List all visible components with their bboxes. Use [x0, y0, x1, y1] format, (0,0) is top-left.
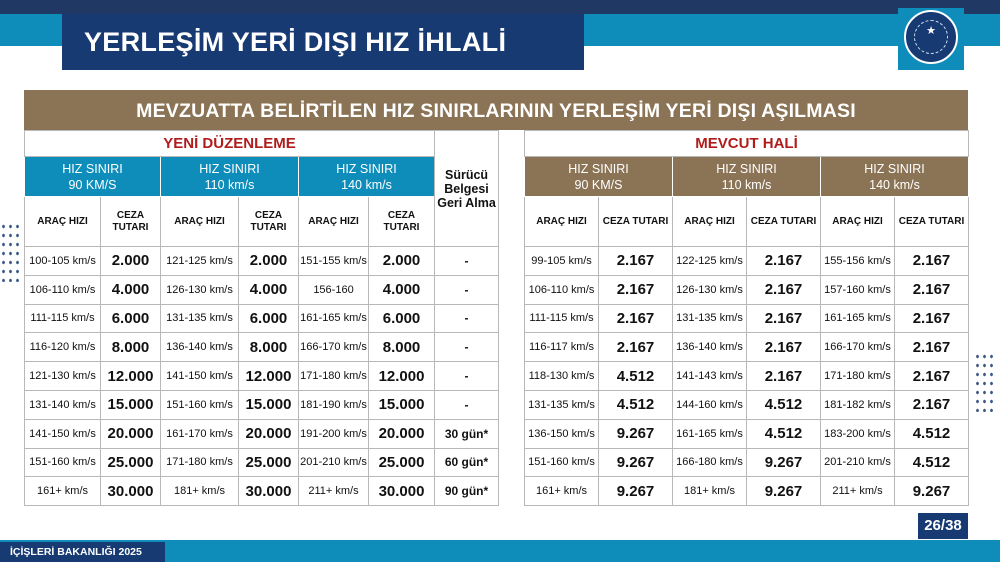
new-regulation-table: [24, 130, 499, 506]
current-state-title: MEVCUT HALİ: [525, 131, 969, 157]
table-row: [25, 275, 499, 304]
footer-ministry: İÇİŞLERİ BAKANLIĞI 2025: [10, 546, 142, 558]
current-state-table: [524, 130, 969, 506]
col-fine-amount: CEZA TUTARI: [747, 197, 821, 247]
speed-range-cell: 131-140 km/s: [25, 390, 101, 419]
speed-range-cell: 111-115 km/s: [525, 304, 599, 333]
fine-amount-cell: 2.167: [599, 247, 673, 276]
fine-amount-cell: 2.167: [895, 304, 969, 333]
license-return-cell: -: [435, 333, 499, 362]
speed-range-cell: 151-160 km/s: [525, 448, 599, 477]
table-row: [25, 390, 499, 419]
fine-amount-cell: 4.512: [599, 390, 673, 419]
fine-amount-cell: 2.167: [599, 333, 673, 362]
speed-range-cell: 166-170 km/s: [821, 333, 895, 362]
fine-amount-cell: 9.267: [895, 477, 969, 506]
main-header: MEVZUATTA BELİRTİLEN HIZ SINIRLARININ YERLEŞİM YERİ DIŞI AŞILMASI: [24, 90, 968, 130]
table-row: [525, 247, 969, 276]
fine-amount-cell: 2.167: [747, 247, 821, 276]
fine-amount-cell: 8.000: [239, 333, 299, 362]
fine-amount-cell: 9.267: [599, 477, 673, 506]
speed-range-cell: 121-130 km/s: [25, 362, 101, 391]
ministry-emblem-icon: [904, 10, 958, 64]
speed-range-cell: 183-200 km/s: [821, 419, 895, 448]
table-row: [25, 362, 499, 391]
fine-amount-cell: 4.000: [239, 275, 299, 304]
fine-amount-cell: 8.000: [101, 333, 161, 362]
fine-amount-cell: 4.000: [369, 275, 435, 304]
speed-range-cell: 201-210 km/s: [821, 448, 895, 477]
fine-amount-cell: 2.000: [239, 247, 299, 276]
col-fine-amount: CEZA TUTARI: [369, 197, 435, 247]
license-return-cell: -: [435, 362, 499, 391]
speed-range-cell: 155-156 km/s: [821, 247, 895, 276]
left-dot-pattern: [0, 222, 22, 282]
fine-amount-cell: 2.167: [747, 333, 821, 362]
fine-amount-cell: 9.267: [599, 419, 673, 448]
speed-range-cell: 181-190 km/s: [299, 390, 369, 419]
license-return-cell: -: [435, 390, 499, 419]
fine-amount-cell: 20.000: [369, 419, 435, 448]
speed-range-cell: 201-210 km/s: [299, 448, 369, 477]
speed-range-cell: 161+ km/s: [25, 477, 101, 506]
col-fine-amount: CEZA TUTARI: [239, 197, 299, 247]
fine-amount-cell: 30.000: [101, 477, 161, 506]
fine-amount-cell: 4.512: [895, 448, 969, 477]
speed-range-cell: 121-125 km/s: [161, 247, 239, 276]
fine-amount-cell: 6.000: [101, 304, 161, 333]
speed-range-cell: 141-143 km/s: [673, 362, 747, 391]
speed-range-cell: 161-170 km/s: [161, 419, 239, 448]
table-row: [25, 448, 499, 477]
speed-range-cell: 161+ km/s: [525, 477, 599, 506]
col-fine-amount: CEZA TUTARI: [101, 197, 161, 247]
fine-amount-cell: 12.000: [369, 362, 435, 391]
limit-90-header: HIZ SINIRI 90 KM/S: [525, 157, 673, 197]
speed-range-cell: 144-160 km/s: [673, 390, 747, 419]
fine-amount-cell: 9.267: [599, 448, 673, 477]
license-return-cell: -: [435, 275, 499, 304]
fine-amount-cell: 8.000: [369, 333, 435, 362]
col-fine-amount: CEZA TUTARI: [599, 197, 673, 247]
col-vehicle-speed: ARAÇ HIZI: [673, 197, 747, 247]
fine-amount-cell: 20.000: [239, 419, 299, 448]
fine-amount-cell: 25.000: [369, 448, 435, 477]
speed-range-cell: 131-135 km/s: [673, 304, 747, 333]
speed-range-cell: 166-170 km/s: [299, 333, 369, 362]
emblem-star-icon: ★: [926, 25, 936, 37]
speed-range-cell: 116-117 km/s: [525, 333, 599, 362]
fine-amount-cell: 25.000: [101, 448, 161, 477]
table-row: [25, 333, 499, 362]
table-row: [525, 333, 969, 362]
speed-range-cell: 171-180 km/s: [821, 362, 895, 391]
fine-amount-cell: 2.167: [747, 304, 821, 333]
top-dark-band: [0, 0, 1000, 14]
col-vehicle-speed: ARAÇ HIZI: [525, 197, 599, 247]
limit-90-header: HIZ SINIRI 90 KM/S: [25, 157, 161, 197]
fine-amount-cell: 12.000: [101, 362, 161, 391]
page-number: 26/38: [918, 513, 968, 539]
fine-amount-cell: 2.167: [747, 275, 821, 304]
license-return-cell: 30 gün*: [435, 419, 499, 448]
fine-amount-cell: 2.000: [101, 247, 161, 276]
new-regulation-title: YENİ DÜZENLEME: [25, 131, 435, 157]
limit-140-header: HIZ SINIRI 140 km/s: [821, 157, 969, 197]
col-vehicle-speed: ARAÇ HIZI: [821, 197, 895, 247]
table-row: [525, 362, 969, 391]
fine-amount-cell: 2.167: [895, 362, 969, 391]
speed-range-cell: 131-135 km/s: [161, 304, 239, 333]
license-return-cell: -: [435, 247, 499, 276]
fine-amount-cell: 4.512: [747, 390, 821, 419]
fine-amount-cell: 15.000: [369, 390, 435, 419]
speed-range-cell: 171-180 km/s: [299, 362, 369, 391]
limit-140-header: HIZ SINIRI 140 km/s: [299, 157, 435, 197]
fine-amount-cell: 4.512: [895, 419, 969, 448]
fine-amount-cell: 2.000: [369, 247, 435, 276]
speed-range-cell: 126-130 km/s: [673, 275, 747, 304]
fine-amount-cell: 2.167: [747, 362, 821, 391]
speed-range-cell: 136-140 km/s: [673, 333, 747, 362]
fine-amount-cell: 30.000: [239, 477, 299, 506]
right-dot-pattern: [974, 352, 996, 412]
fine-amount-cell: 12.000: [239, 362, 299, 391]
fine-amount-cell: 2.167: [895, 333, 969, 362]
speed-range-cell: 111-115 km/s: [25, 304, 101, 333]
speed-range-cell: 211+ km/s: [821, 477, 895, 506]
fine-amount-cell: 30.000: [369, 477, 435, 506]
fine-amount-cell: 20.000: [101, 419, 161, 448]
fine-amount-cell: 4.000: [101, 275, 161, 304]
limit-110-header: HIZ SINIRI 110 km/s: [161, 157, 299, 197]
table-row: [525, 275, 969, 304]
col-vehicle-speed: ARAÇ HIZI: [299, 197, 369, 247]
speed-range-cell: 126-130 km/s: [161, 275, 239, 304]
speed-range-cell: 211+ km/s: [299, 477, 369, 506]
limit-110-header: HIZ SINIRI 110 km/s: [673, 157, 821, 197]
table-row: [25, 477, 499, 506]
speed-range-cell: 122-125 km/s: [673, 247, 747, 276]
speed-range-cell: 151-160 km/s: [161, 390, 239, 419]
fine-amount-cell: 4.512: [747, 419, 821, 448]
slide-title: YERLEŞİM YERİ DIŞI HIZ İHLALİ: [62, 14, 584, 70]
speed-range-cell: 157-160 km/s: [821, 275, 895, 304]
fine-amount-cell: 25.000: [239, 448, 299, 477]
speed-range-cell: 181-182 km/s: [821, 390, 895, 419]
fine-amount-cell: 4.512: [599, 362, 673, 391]
table-row: [25, 247, 499, 276]
table-row: [525, 448, 969, 477]
fine-amount-cell: 15.000: [101, 390, 161, 419]
fine-amount-cell: 2.167: [599, 304, 673, 333]
table-row: [525, 477, 969, 506]
speed-range-cell: 99-105 km/s: [525, 247, 599, 276]
speed-range-cell: 116-120 km/s: [25, 333, 101, 362]
speed-range-cell: 118-130 km/s: [525, 362, 599, 391]
license-return-header: Sürücü Belgesi Geri Alma: [435, 131, 499, 247]
fine-amount-cell: 9.267: [747, 477, 821, 506]
speed-range-cell: 106-110 km/s: [25, 275, 101, 304]
fine-amount-cell: 2.167: [599, 275, 673, 304]
col-vehicle-speed: ARAÇ HIZI: [25, 197, 101, 247]
speed-range-cell: 106-110 km/s: [525, 275, 599, 304]
table-row: [525, 304, 969, 333]
speed-range-cell: 166-180 km/s: [673, 448, 747, 477]
speed-range-cell: 181+ km/s: [673, 477, 747, 506]
license-return-cell: 90 gün*: [435, 477, 499, 506]
speed-range-cell: 161-165 km/s: [299, 304, 369, 333]
speed-range-cell: 131-135 km/s: [525, 390, 599, 419]
fine-amount-cell: 2.167: [895, 390, 969, 419]
col-fine-amount: CEZA TUTARI: [895, 197, 969, 247]
table-row: [525, 419, 969, 448]
speed-range-cell: 151-160 km/s: [25, 448, 101, 477]
speed-range-cell: 181+ km/s: [161, 477, 239, 506]
speed-range-cell: 156-160: [299, 275, 369, 304]
table-row: [25, 304, 499, 333]
fine-amount-cell: 9.267: [747, 448, 821, 477]
fine-amount-cell: 6.000: [239, 304, 299, 333]
table-row: [525, 390, 969, 419]
speed-range-cell: 191-200 km/s: [299, 419, 369, 448]
speed-range-cell: 161-165 km/s: [673, 419, 747, 448]
speed-range-cell: 136-140 km/s: [161, 333, 239, 362]
speed-range-cell: 141-150 km/s: [25, 419, 101, 448]
speed-range-cell: 161-165 km/s: [821, 304, 895, 333]
fine-amount-cell: 6.000: [369, 304, 435, 333]
col-vehicle-speed: ARAÇ HIZI: [161, 197, 239, 247]
speed-range-cell: 171-180 km/s: [161, 448, 239, 477]
speed-range-cell: 136-150 km/s: [525, 419, 599, 448]
license-return-cell: -: [435, 304, 499, 333]
speed-range-cell: 141-150 km/s: [161, 362, 239, 391]
fine-amount-cell: 15.000: [239, 390, 299, 419]
fine-amount-cell: 2.167: [895, 275, 969, 304]
speed-range-cell: 151-155 km/s: [299, 247, 369, 276]
speed-range-cell: 100-105 km/s: [25, 247, 101, 276]
fine-amount-cell: 2.167: [895, 247, 969, 276]
license-return-cell: 60 gün*: [435, 448, 499, 477]
table-row: [25, 419, 499, 448]
